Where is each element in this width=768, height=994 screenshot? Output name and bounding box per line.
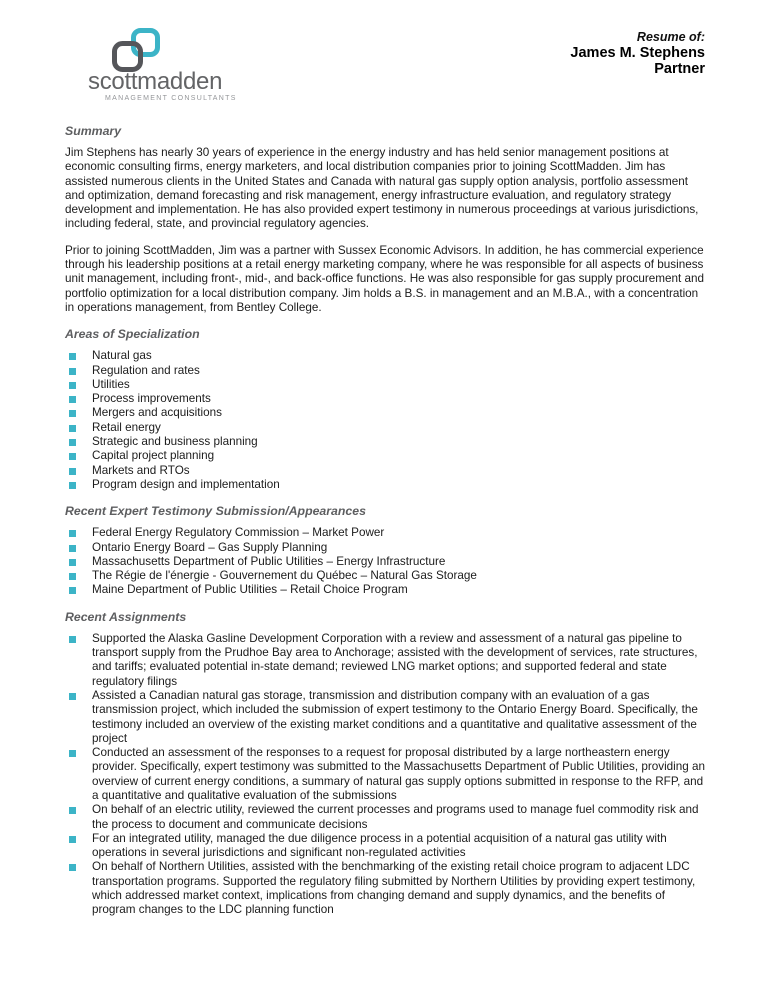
list-item xyxy=(65,435,705,449)
bullet-square-icon xyxy=(69,864,76,871)
resume-of-label: Resume of: xyxy=(636,30,705,44)
list-item-text: Supported the Alaska Gasline Development Corporation with a review and assessment of a natural gas pipeline to transport supply from the Prudhoe Bay area to Anchorage; assisted with the development of services, rate structures, and tariffs; evaluated potential in-state demand; reviewed LNG market options; and supported federal and state regulatory filings xyxy=(92,631,698,688)
list-item-text: On behalf of an electric utility, reviewed the current processes and programs used to manage fuel commodity risk and the process to document and communicate decisions xyxy=(92,803,699,831)
list-item-text: Regulation and rates xyxy=(92,363,200,377)
testimony-heading: Recent Expert Testimony Submission/Appearances xyxy=(65,504,366,519)
list-item xyxy=(65,378,705,392)
list-item-text: Federal Energy Regulatory Commission – Market Power xyxy=(92,526,385,540)
bullet-square-icon xyxy=(69,382,76,389)
person-name: James M. Stephens xyxy=(570,45,705,61)
list-item-text: On behalf of Northern Utilities, assisted with the benchmarking of the existing retail choice program to adjacent LDC transportation programs. Supported the regulatory filing submitted by Northern Utilities by providing expert testimony, which addressed market context, implications from changing demand and supply dynamics, and the benefits of program changes to the LDC planning function xyxy=(92,860,696,917)
list-item xyxy=(65,860,705,917)
list-item xyxy=(65,421,705,435)
list-item-text: Program design and implementation xyxy=(92,477,280,491)
bullet-square-icon xyxy=(69,693,76,700)
list-item-text: Ontario Energy Board – Gas Supply Planning xyxy=(92,540,328,554)
bullet-square-icon xyxy=(69,425,76,432)
company-logo xyxy=(88,28,237,104)
list-item xyxy=(65,541,705,555)
list-item xyxy=(65,689,705,746)
list-item xyxy=(65,803,705,832)
list-item-text: Strategic and business planning xyxy=(92,435,258,449)
bullet-square-icon xyxy=(69,439,76,446)
bullet-square-icon xyxy=(69,836,76,843)
list-item-text: For an integrated utility, managed the due diligence process in a potential acquisition of a natural gas utility with operations in several jurisdictions and significant non-regulated activities xyxy=(92,831,667,860)
list-item-text: Mergers and acquisitions xyxy=(92,406,222,420)
resume-header-block xyxy=(570,28,705,77)
list-item-text: Retail energy xyxy=(92,420,161,434)
list-item-text: Utilities xyxy=(92,377,130,391)
bullet-square-icon xyxy=(69,396,76,403)
assignments-heading: Recent Assignments xyxy=(65,609,187,624)
testimony-list xyxy=(65,526,705,597)
list-item-text: Conducted an assessment of the responses to a request for proposal distributed by a large northeastern energy provider. Specifically, expert testimony was submitted to the Massachusetts Department of Public Utilities, providing an overview of current energy conditions, a summary of natural gas supply options submitted in response to the RFP, and a quantitative and qualitative evaluation of the submissions xyxy=(92,746,706,802)
bullet-square-icon xyxy=(69,453,76,460)
logo-tagline: MANAGEMENT CONSULTANTS xyxy=(105,95,237,102)
bullet-square-icon xyxy=(69,587,76,594)
list-item-text: Massachusetts Department of Public Utilities – Energy Infrastructure xyxy=(92,554,446,568)
summary-heading: Summary xyxy=(65,124,122,138)
summary-paragraph: Prior to joining ScottMadden, Jim was a partner with Sussex Economic Advisors. In addition, he has commercial experience through his leadership positions at a retail energy marketing company, where he was responsible for all aspects of business unit management, including front-, mid-, and back-office functions. He was also responsible for gas supply procurement and portfolio optimization for a local distribution company. Jim holds a B.S. in management and an M.B.A., with a concentration in operations management, from Bentley College. xyxy=(65,243,705,314)
bullet-square-icon xyxy=(69,368,76,375)
list-item xyxy=(65,555,705,569)
bullet-square-icon xyxy=(69,353,76,360)
specialization-heading: Areas of Specialization xyxy=(65,327,200,342)
assignments-list xyxy=(65,632,705,918)
summary-paragraph: Jim Stephens has nearly 30 years of experience in the energy industry and has held senior management positions at economic consulting firms, energy marketers, and local distribution companies prior to joining ScottMadden. Jim has assisted numerous clients in the United States and Canada with natural gas supply option analysis, portfolio assessment and optimization, demand forecasting and risk management, energy infrastructure evaluation, and regulatory strategy development and implementation. He has also provided expert testimony in numerous proceedings at various jurisdictions, including federal, state, and provincial regulatory agencies. xyxy=(65,146,699,231)
bullet-square-icon xyxy=(69,573,76,580)
person-title: Partner xyxy=(654,61,705,77)
list-item xyxy=(65,392,705,406)
list-item xyxy=(65,406,705,420)
list-item xyxy=(65,583,705,597)
bullet-square-icon xyxy=(69,482,76,489)
list-item-text: The Régie de l'énergie - Gouvernement du Québec – Natural Gas Storage xyxy=(92,569,477,583)
bullet-square-icon xyxy=(69,559,76,566)
list-item xyxy=(65,364,705,378)
list-item xyxy=(65,449,705,463)
list-item-text: Natural gas xyxy=(92,349,152,363)
logo-wordmark: scottmadden xyxy=(88,68,223,95)
specialization-list xyxy=(65,349,705,492)
list-item xyxy=(65,526,705,540)
bullet-square-icon xyxy=(69,636,76,643)
list-item xyxy=(65,478,705,492)
bullet-square-icon xyxy=(69,750,76,757)
list-item-text: Capital project planning xyxy=(92,449,215,463)
list-item xyxy=(65,569,705,583)
page-header xyxy=(65,28,705,104)
list-item-text: Process improvements xyxy=(92,392,211,406)
bullet-square-icon xyxy=(69,530,76,537)
bullet-square-icon xyxy=(69,545,76,552)
list-item xyxy=(65,832,705,861)
list-item xyxy=(65,746,705,803)
bullet-square-icon xyxy=(69,807,76,814)
list-item xyxy=(65,464,705,478)
list-item xyxy=(65,632,705,689)
bullet-square-icon xyxy=(69,410,76,417)
list-item-text: Assisted a Canadian natural gas storage, transmission and distribution company with an evaluation of a gas transmission project, which included the submission of expert testimony to the Ontario Energy Board. Specifically, the testimony included an overview of the existing market conditions and a quantitative and qualitative assessment of the project xyxy=(92,688,698,745)
list-item xyxy=(65,349,705,363)
list-item-text: Markets and RTOs xyxy=(92,463,190,477)
bullet-square-icon xyxy=(69,468,76,475)
list-item-text: Maine Department of Public Utilities – Retail Choice Program xyxy=(92,583,408,597)
